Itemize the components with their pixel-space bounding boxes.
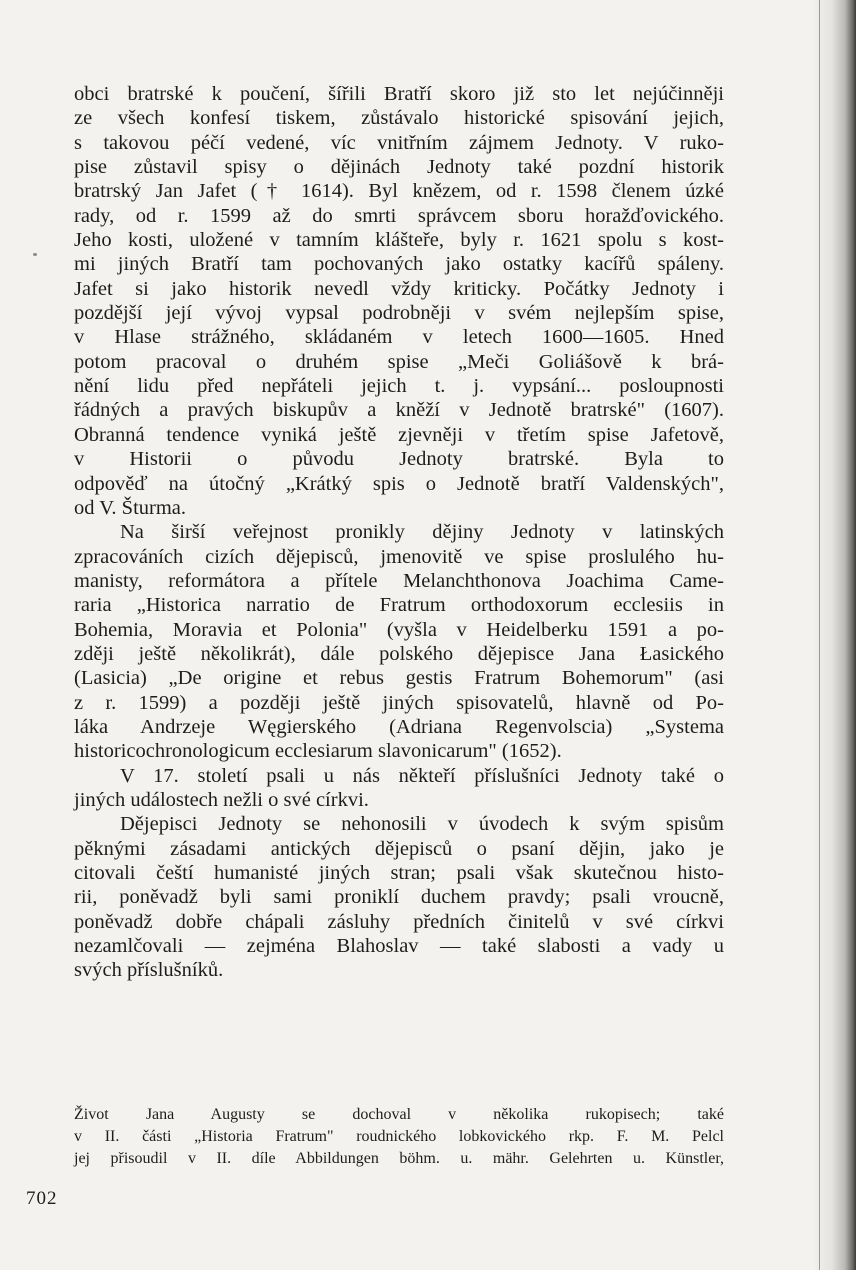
text-line: V 17. století psali u nás někteří příslušníci Jednoty také o [120,764,724,787]
text-line: obci bratrské k poučení, šířili Bratří skoro již sto let nejúčinněji [74,83,724,105]
text-line: svých příslušníků. [74,959,224,982]
text-line: pozdější její vývoj vypsal podrobněji v svém nejlepším spise, [74,302,724,325]
text-line: Obranná tendence vyniká ještě zjevněji v třetím spise Jafetově, [74,423,724,446]
footnotes [74,1104,724,1170]
text-line: citovali čeští humanisté jiných stran; psali však skutečnou histo- [74,862,724,884]
text-line: Jeho kosti, uložené v tamním klášteře, byly r. 1621 spolu s kost- [74,229,724,252]
text-line: Dějepisci Jednoty se nehonosili v úvodech k svým spisům [120,813,724,836]
margin-dot [33,253,37,256]
footnote-line: v II. části „Historia Fratrum" roudnického lobkovického rkp. F. M. Pelcl [74,1128,724,1145]
footnote-line: Život Jana Augusty se dochoval v několika rukopisech; také [74,1106,724,1123]
text-line: ze všech konfesí tiskem, zůstávalo historické spisování jejich, [74,107,724,130]
text-line: řádných a pravých biskupův a kněží v Jednotě bratrské" (1607). [74,399,724,422]
text-line: rady, od r. 1599 až do smrti správcem sboru horažďovického. [74,204,724,227]
text-line: v Historii o původu Jednoty bratrské. Byla to [74,448,724,471]
text-line: od V. Šturma. [74,496,187,519]
text-line: pěknými zásadami antických dějepisců o psaní dějin, jako je [74,837,724,860]
text-line: poněvadž dobře chápali zásluhy předních činitelů v své církvi [74,910,724,933]
text-line: Bohemia, Moravia et Polonia" (vyšla v Heidelberku 1591 a po- [74,618,724,641]
main-text [74,82,724,983]
text-line: zpracováních cizích dějepisců, jmenovitě ve spise proslulého hu- [74,545,724,568]
page-number: 702 [26,1188,58,1209]
text-line: Jafet si jako historik nevedl vždy kriticky. Počátky Jednoty i [74,277,724,300]
text-line: láka Andrzeje Węgierského (Adriana Regenvolscia) „Systema [74,715,724,738]
text-line: raria „Historica narratio de Fratrum orthodoxorum ecclesiis in [74,594,724,617]
footnote-line: jej přisoudil v II. díle Abbildungen böhm. u. mähr. Gelehrten u. Künstler, [74,1150,724,1167]
paragraph-4 [74,812,724,982]
paragraph-2 [74,520,724,763]
text-line: Na širší veřejnost pronikly dějiny Jednoty v latinských [120,521,724,544]
text-line: mi jiných Bratří tam pochovaných jako ostatky kacířů spáleny. [74,253,724,276]
text-line: (Lasicia) „De origine et rebus gestis Fratrum Bohemorum" (asi [74,667,724,690]
text-line: v Hlase strážného, skládaném v letech 1600—1605. Hned [74,326,724,349]
text-line: jiných událostech nežli o své církvi. [74,788,369,811]
paragraph-1 [74,82,724,520]
text-line: bratrský Jan Jafet († 1614). Byl knězem, od r. 1598 členem úzké [74,180,724,203]
text-line: z r. 1599) a později ještě jiných spisovatelů, hlavně od Po- [74,691,724,714]
text-line: s takovou péčí vedené, víc vnitřním zájmem Jednoty. V ruko- [74,131,724,154]
text-line: manisty, reformátora a přítele Melanchthonova Joachima Came- [74,569,724,592]
paragraph-3 [74,764,724,813]
text-line: nění lidu před nepřáteli jejich t. j. vypsání... posloupnosti [74,375,724,398]
text-line: nezamlčovali — zejména Blahoslav — také slabosti a vady u [74,935,724,958]
page-edge-line [819,0,820,1270]
text-line: historicochronologicum ecclesiarum slavonicarum" (1652). [74,740,562,763]
text-line: odpověď na útočný „Krátký spis o Jednotě bratří Valdenských", [74,472,724,495]
text-line: potom pracoval o druhém spise „Meči Goliášově k brá- [74,350,724,373]
text-line: pise zůstavil spisy o dějinách Jednoty také pozdní historik [74,156,724,179]
text-line: rii, poněvadž byli sami proniklí duchem pravdy; psali vroucně, [74,886,724,909]
text-line: zději ještě několikrát), dále polského dějepisce Jana Łasického [74,642,724,665]
